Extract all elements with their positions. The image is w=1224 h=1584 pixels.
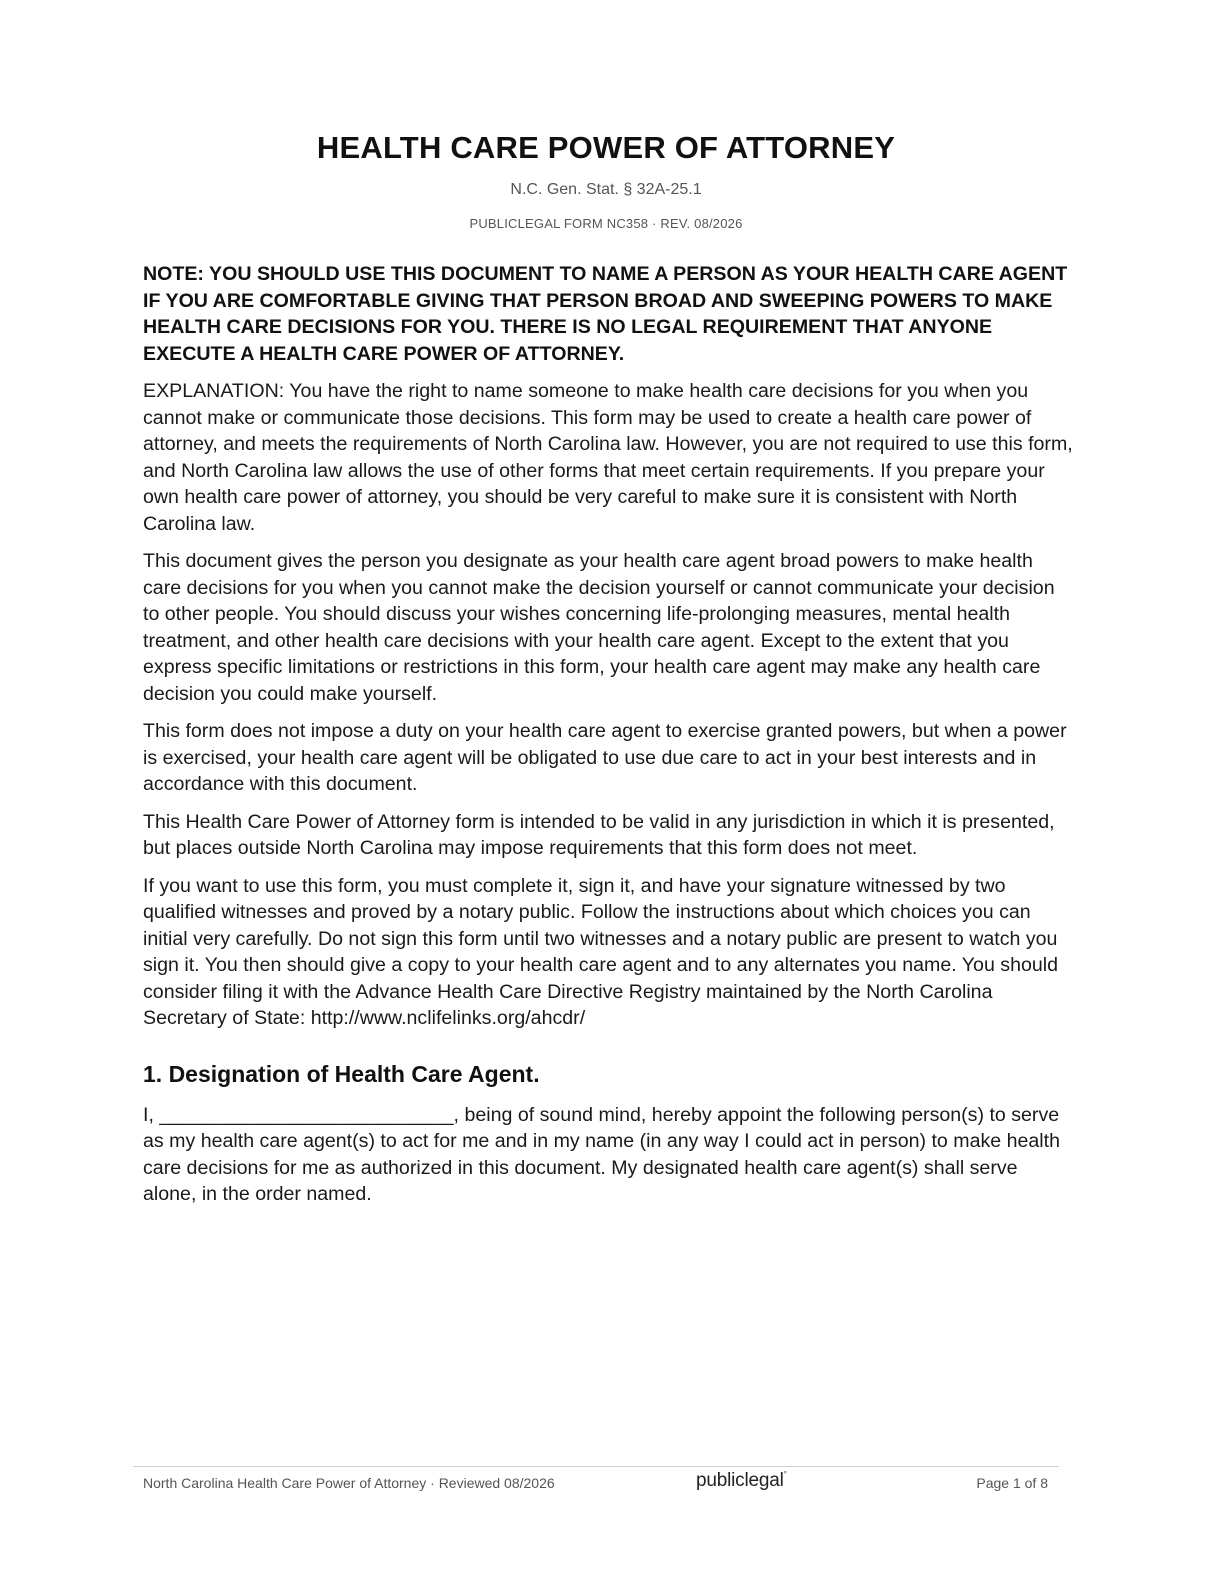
statute-citation: N.C. Gen. Stat. § 32A-25.1 [510,181,702,198]
body-paragraph: This document gives the person you designate as your health care agent broad powers to make health care decisions for you when you cannot make the decision yourself or cannot communicate your decision to other people. You should discuss your wishes concerning life-prolonging measures, mental health treatment, and other health care decisions with your health care agent. Except to the extent that you express specific limitations or restrictions in this form, your health care agent may make any health care decision you could make yourself. [143,550,1055,705]
note-paragraph: NOTE: YOU SHOULD USE THIS DOCUMENT TO NAME A PERSON AS YOUR HEALTH CARE AGENT IF YOU ARE COMFORTABLE GIVING THAT PERSON BROAD AND SWEEPING POWERS TO MAKE HEALTH CARE DECISIONS FOR YOU. THERE IS NO LEGAL REQUIREMENT THAT ANYONE EXECUTE A HEALTH CARE POWER OF ATTORNEY. [143,263,1068,365]
footer-divider [133,1466,1059,1467]
form-identifier: PUBLICLEGAL FORM NC358 · REV. 08/2026 [469,216,743,231]
body-paragraph: This form does not impose a duty on your health care agent to exercise granted powers, but when a power is exercised, your health care agent will be obligated to use due care to act in your best interests and in accordance with this document. [143,720,1067,795]
designation-paragraph: I, ___________________________, being of sound mind, hereby appoint the following person(s) to serve as my health care agent(s) to act for me and in my name (in any way I could act in person) to make health care decisions for me as authorized in this document. My designated health care agent(s) shall serve alone, in the order named. [143,1103,1060,1205]
body-paragraph: This Health Care Power of Attorney form is intended to be valid in any jurisdiction in which it is presented, but places outside North Carolina may impose requirements that this form does not meet. [143,810,1055,859]
logo-mark: ° [783,1470,787,1479]
footer-document-label: North Carolina Health Care Power of Attorney · Reviewed 08/2026 [143,1475,555,1491]
page-number: Page 1 of 8 [976,1475,1048,1491]
instructions-paragraph: If you want to use this form, you must complete it, sign it, and have your signature witnessed by two qualified witnesses and proved by a notary public. Follow the instructions about which choices you can initial very carefully. Do not sign this form until two witnesses and a notary public are present to watch you sign it. You then should give a copy to your health care agent and to any alternates you name. You should consider filing it with the Advance Health Care Directive Registry maintained by the North Carolina Secretary of State: http://www.nclifelinks.org/ahcdr/ [143,874,1059,1029]
document-title: HEALTH CARE POWER OF ATTORNEY [316,130,896,165]
document-body [143,261,1073,1219]
explanation-paragraph: EXPLANATION: You have the right to name someone to make health care decisions for you when you cannot make or communicate those decisions. This form may be used to create a health care power of attorney, and meets the requirements of North Carolina law. However, you are not required to use this form, and North Carolina law allows the use of other forms that meet certain requirements. If you prepare your own health care power of attorney, you should be very careful to make sure it is consistent with North Carolina law. [143,380,1073,535]
publiclegal-logo [696,1470,787,1492]
logo-text: publiclegal [696,1470,784,1491]
section-heading: 1. Designation of Health Care Agent. [143,1060,540,1087]
